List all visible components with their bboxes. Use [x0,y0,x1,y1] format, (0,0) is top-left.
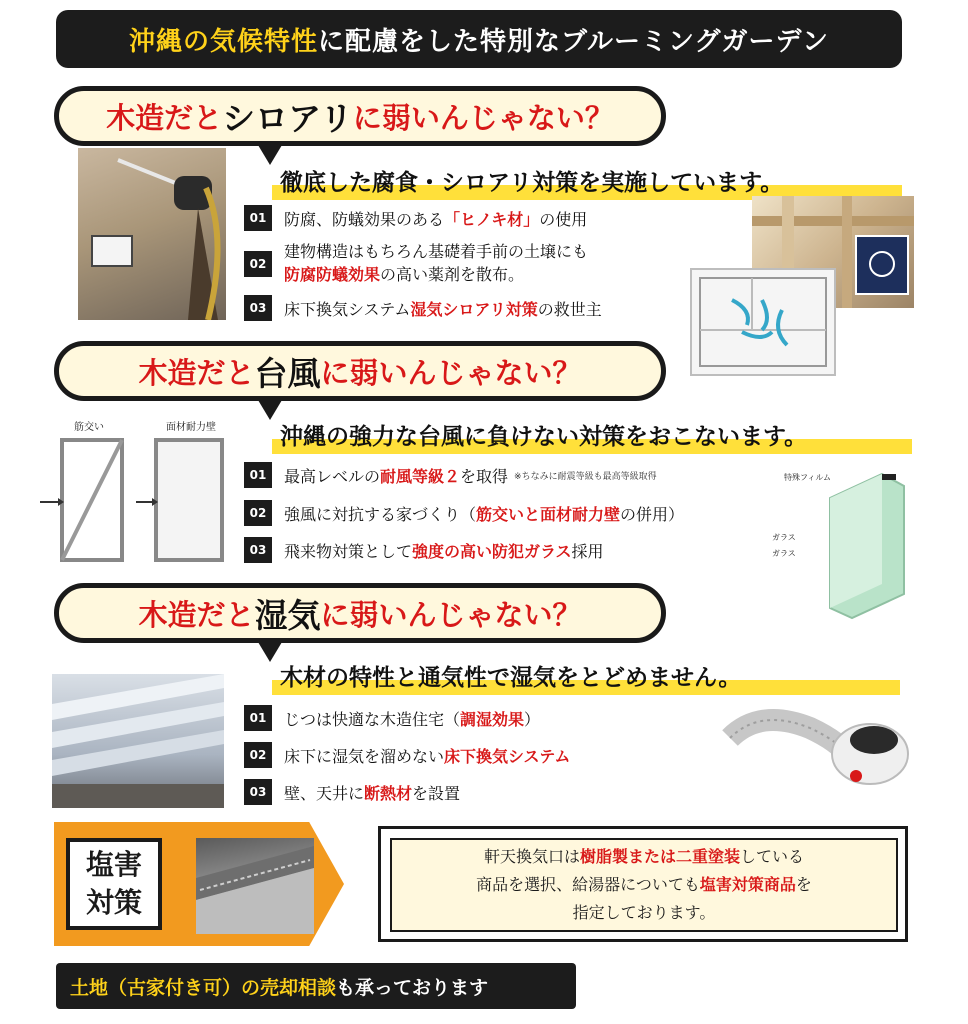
glass-label-film: 特殊フィルム [784,473,832,482]
salt-text-b: を [795,875,812,894]
list-item [244,239,588,289]
glass-label-2: ガラス [772,549,796,558]
salt-text-a: 軒天換気口は [483,847,580,866]
diagram-label-bracing: 筋交い [74,422,104,433]
item-text-a: じつは快適な木造住宅（ [284,709,461,729]
glass-label-1: ガラス [772,533,796,542]
list-item [244,203,587,233]
salt-text-red: 樹脂製または二重塗装 [579,847,740,866]
item-text-b: の救世主 [537,299,602,319]
item-text-a: 床下換気システム [284,299,411,319]
photo-insulation-ceiling [52,674,224,808]
item-text-b: を設置 [412,783,461,803]
item-text-red: 床下換気システム [444,746,571,766]
item-text-red: 耐風等級２ [380,466,461,486]
photo-eave-vent [196,838,314,934]
list-item [244,498,684,528]
item-number: 02 [244,251,272,277]
item-line-1: 建物構造はもちろん基礎着手前の土壌にも [284,242,589,261]
question-post: に弱いんじゃない？ [320,355,582,390]
question-pre: 木造だと [106,100,223,135]
item-number: 02 [244,742,272,768]
item-text-red: 湿気シロアリ対策 [410,299,538,319]
photo-spraying [78,148,226,320]
item-line-2: の高い薬剤を散布。 [380,265,525,284]
item-text-b: 採用 [571,541,604,561]
footer-banner [56,963,576,1009]
item-text-b: の併用） [620,504,685,524]
salt-damage-text [390,838,898,932]
salt-damage-label [66,838,162,930]
item-text-red: 「ヒノキ材」 [444,209,540,229]
salt-text-a: 指定しております。 [572,903,716,922]
salt-text-a: 商品を選択、給湯器についても [476,875,700,894]
question-typhoon [54,341,666,401]
heading-termite: 徹底した腐食・シロアリ対策を実施しています。 [272,160,902,200]
item-text-red: 強度の高い防犯ガラス [412,541,572,561]
salt-label-line-2: 対策 [85,886,142,919]
item-number: 03 [244,295,272,321]
structure-diagrams [40,418,236,568]
item-text-a: 強風に対抗する家づくり（ [284,504,477,524]
item-text-red: 調湿効果 [460,709,525,729]
question-pre: 木造だと [138,355,255,390]
salt-label-line-1: 塩害 [85,848,142,881]
diagram-label-panel: 面材耐力壁 [166,422,216,433]
floor-vent-diagram [690,268,836,376]
item-number: 01 [244,205,272,231]
question-termite [54,86,666,146]
heading-typhoon: 沖縄の強力な台風に負けない対策をおこないます。 [272,414,912,454]
item-text-a: 防腐、防蟻効果のある [284,209,445,229]
glass-diagram [764,468,914,620]
question-humidity [54,583,666,643]
list-item [244,293,602,323]
question-pre: 木造だと [138,597,255,632]
item-text-b: ） [524,709,541,729]
item-number: 01 [244,462,272,488]
list-item [244,740,570,770]
item-text-red: 防腐防蟻効果 [284,265,381,284]
item-number: 03 [244,779,272,805]
banner-white-text: に配慮をした特別なブルーミングガーデン [318,26,829,57]
question-post: に弱いんじゃない？ [352,100,614,135]
list-item [244,460,657,490]
item-number: 02 [244,500,272,526]
question-key: シロアリ [222,98,353,138]
item-text-b: を取得 [460,466,509,486]
item-text-red: 筋交いと面材耐力壁 [476,504,621,524]
salt-text-b: している [740,847,805,866]
salt-text-red: 塩害対策商品 [699,875,796,894]
heading-humidity: 木材の特性と通気性で湿気をとどめません。 [272,655,900,695]
item-text-a: 飛来物対策として [284,541,413,561]
list-item [244,535,604,565]
question-key: 台風 [254,353,321,393]
list-item [244,703,540,733]
item-text-b: の使用 [539,209,588,229]
item-number: 03 [244,537,272,563]
footer-yellow-text: 土地（古家付き可）の売却相談 [70,976,337,999]
item-text-red: 断熱材 [364,783,413,803]
list-item [244,777,460,807]
question-key: 湿気 [254,595,321,635]
item-text-a: 床下に湿気を溜めない [284,746,445,766]
banner-yellow-text: 沖縄の気候特性 [129,26,319,57]
item-note: ※ちなみに耐震等級も最高等級取得 [514,471,657,482]
top-banner [56,10,902,68]
footer-white-text: も承っております [336,976,489,999]
item-text-a: 壁、天井に [284,783,365,803]
photo-vent-fan [720,698,910,802]
question-post: に弱いんじゃない？ [320,597,582,632]
item-number: 01 [244,705,272,731]
item-text-a: 最高レベルの [284,466,381,486]
